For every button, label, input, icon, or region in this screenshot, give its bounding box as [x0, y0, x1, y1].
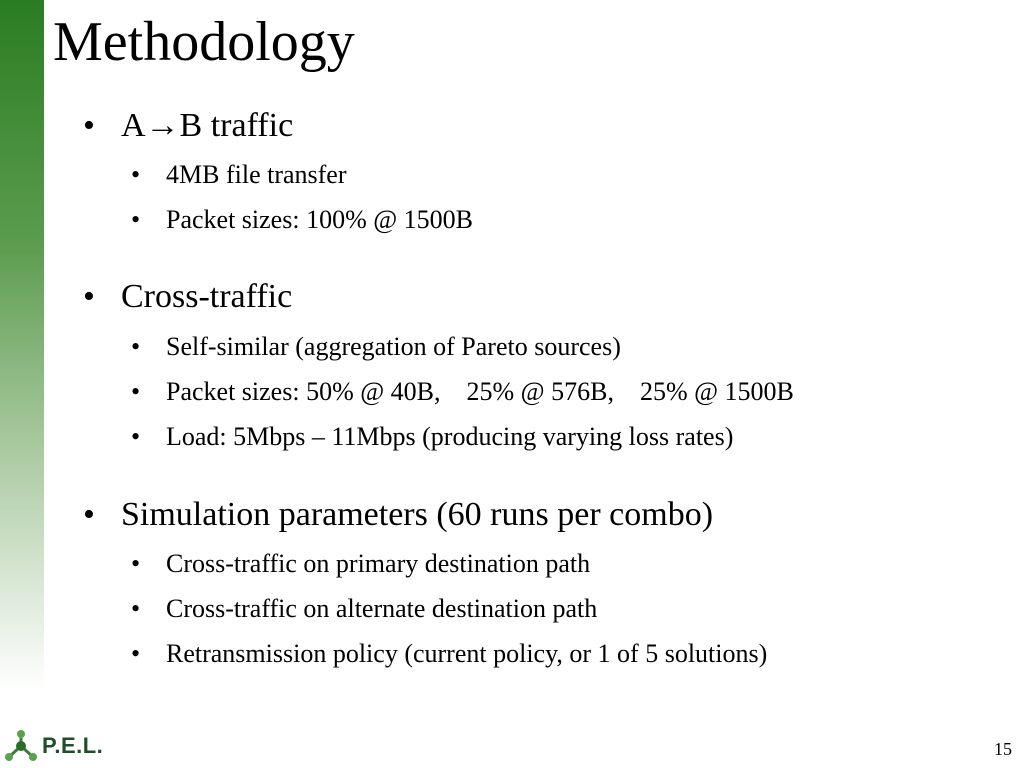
molecule-icon: [4, 729, 38, 763]
decorative-side-bar: [0, 0, 44, 690]
sub-bullet-item: • Retransmission policy (current policy, or 1 of 5 solutions): [131, 639, 768, 668]
sub-bullet-item: • Packet sizes: 100% @ 1500B: [131, 205, 474, 234]
bullet-text: Simulation parameters (60 runs per combo): [121, 496, 714, 533]
sub-bullet-item: • Self-similar (aggregation of Pareto sources): [131, 332, 621, 361]
sub-bullet-item: • Packet sizes: 50% @ 40B, 25% @ 576B, 25% @ 1500B: [131, 377, 794, 406]
logo-text: P.E.L.: [42, 733, 104, 758]
sub-bullet-text: Self-similar (aggregation of Pareto sources): [166, 332, 621, 361]
page-number: 15: [994, 739, 1012, 759]
sub-bullet-text: 4MB file transfer: [166, 160, 347, 189]
slide-title: Methodology: [53, 11, 355, 73]
sub-bullet-text: Packet sizes: 100% @ 1500B: [166, 205, 474, 234]
sub-bullet-text: Load: 5Mbps – 11Mbps (producing varying loss rates): [166, 422, 734, 451]
pel-logo: [4, 728, 103, 764]
sub-bullet-text: Cross-traffic on alternate destination path: [166, 594, 598, 623]
sub-bullet-item: • Load: 5Mbps – 11Mbps (producing varying loss rates): [131, 422, 734, 451]
sub-bullet-item: • 4MB file transfer: [131, 160, 347, 189]
sub-bullet-text: Retransmission policy (current policy, or 1 of 5 solutions): [166, 639, 768, 668]
bullet-item: • Cross-traffic: [83, 278, 293, 315]
bullet-text: A→B traffic: [121, 107, 294, 144]
sub-bullet-text: Packet sizes: 50% @ 40B, 25% @ 576B, 25% @ 1500B: [166, 377, 794, 406]
sub-bullet-text: Cross-traffic on primary destination path: [166, 549, 591, 578]
sub-bullet-item: • Cross-traffic on alternate destination path: [131, 594, 598, 623]
bullet-text: Cross-traffic: [121, 278, 293, 315]
bullet-item: • Simulation parameters (60 runs per combo): [83, 496, 714, 533]
bullet-item: • A→B traffic: [83, 107, 294, 144]
sub-bullet-item: • Cross-traffic on primary destination path: [131, 549, 591, 578]
